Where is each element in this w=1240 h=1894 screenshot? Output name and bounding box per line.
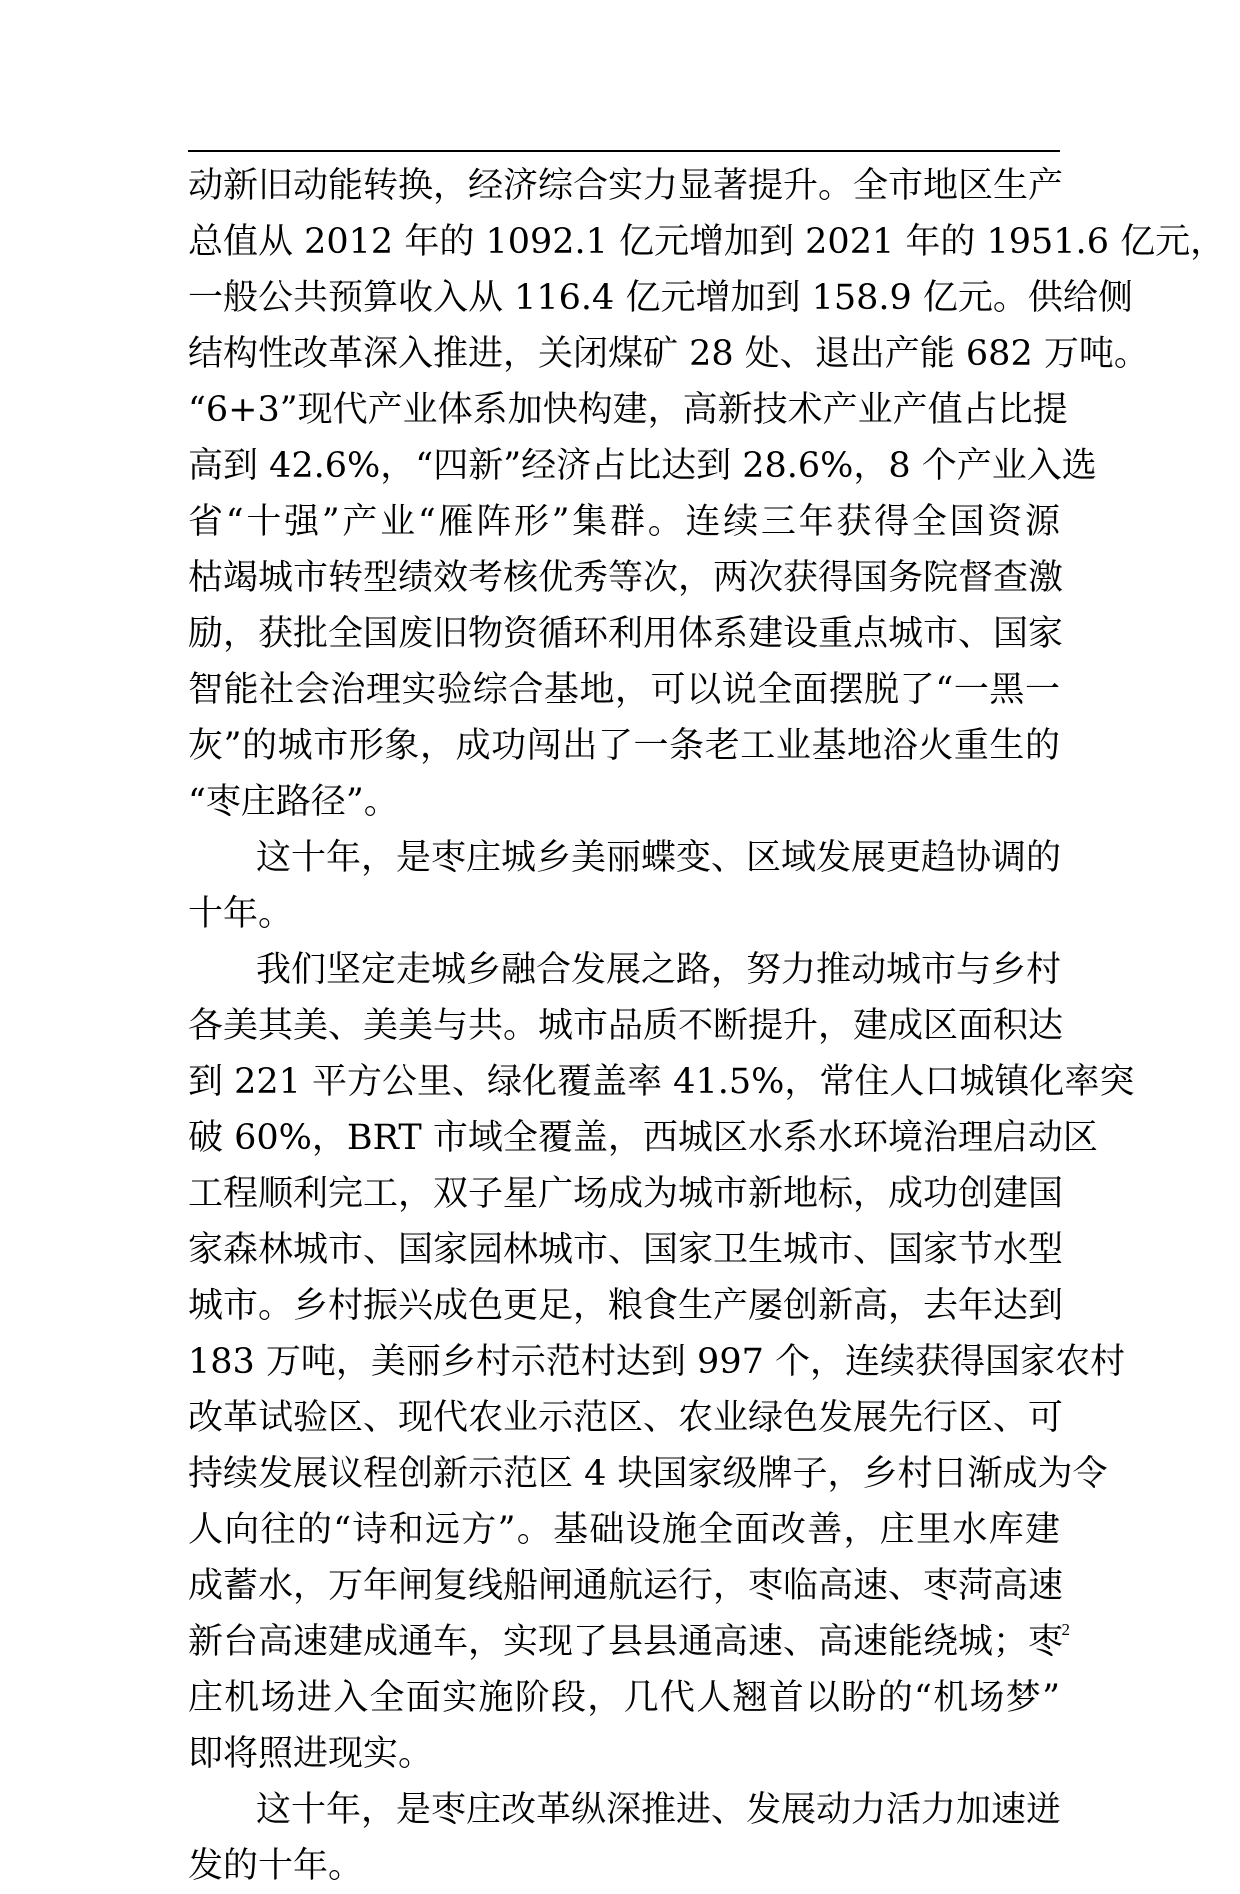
text-line: 即将照进现实。 [188, 1734, 434, 1774]
text-line: 智能社会治理实验综合基地，可以说全面摆脱了“一黑一 [188, 670, 1060, 710]
text-line: 家森林城市、国家园林城市、国家卫生城市、国家节水型 [188, 1230, 1064, 1270]
text-line: 成蓄水，万年闸复线船闸通航运行，枣临高速、枣菏高速 [188, 1566, 1064, 1606]
text-line: 枯竭城市转型绩效考核优秀等次，两次获得国务院督查激 [188, 558, 1064, 598]
text-line: 十年。 [188, 894, 294, 934]
text-line: “枣庄路径”。 [188, 782, 399, 822]
text-line: 励，获批全国废旧物资循环利用体系建设重点城市、国家 [188, 614, 1064, 654]
page-number: 2 [1061, 1620, 1070, 1639]
text-line: 新台高速建成通车，实现了县县通高速、高速能绕城；枣 [188, 1622, 1064, 1662]
text-line: 各美其美、美美与共。城市品质不断提升，建成区面积达 [188, 1006, 1064, 1046]
text-line: 庄机场进入全面实施阶段，几代人翘首以盼的“机场梦” [188, 1678, 1060, 1718]
text-line: 到 221 平方公里、绿化覆盖率 41.5%，常住人口城镇化率突 [188, 1062, 1135, 1102]
text-line: 城市。乡村振兴成色更足，粮食生产屡创新高，去年达到 [188, 1286, 1064, 1326]
text-line: 灰”的城市形象，成功闯出了一条老工业基地浴火重生的 [188, 726, 1060, 766]
text-line: 人向往的“诗和远方”。基础设施全面改善，庄里水库建 [188, 1510, 1060, 1550]
text-line: “6+3”现代产业体系加快构建，高新技术产业产值占比提 [188, 390, 1068, 430]
text-line: 动新旧动能转换，经济综合实力显著提升。全市地区生产 [188, 166, 1064, 206]
text-line: 破 60%，BRT 市域全覆盖，西城区水系水环境治理启动区 [188, 1118, 1098, 1158]
text-line: 结构性改革深入推进，关闭煤矿 28 处、退出产能 682 万吨。 [188, 334, 1149, 374]
header-rule [188, 150, 1060, 152]
text-line: 工程顺利完工，双子星广场成为城市新地标，成功创建国 [188, 1174, 1064, 1214]
text-line: 省“十强”产业“雁阵形”集群。连续三年获得全国资源 [188, 502, 1060, 542]
text-line: 183 万吨，美丽乡村示范村达到 997 个，连续获得国家农村 [188, 1342, 1125, 1382]
text-line: 持续发展议程创新示范区 4 块国家级牌子，乡村日渐成为令 [188, 1454, 1108, 1494]
text-line: 总值从 2012 年的 1092.1 亿元增加到 2021 年的 1951.6 亿元， [188, 222, 1226, 262]
text-line: 这十年，是枣庄改革纵深推进、发展动力活力加速迸 [256, 1790, 1062, 1830]
text-line: 这十年，是枣庄城乡美丽蝶变、区域发展更趋协调的 [256, 838, 1062, 878]
text-line: 高到 42.6%，“四新”经济占比达到 28.6%，8 个产业入选 [188, 446, 1097, 486]
text-line: 改革试验区、现代农业示范区、农业绿色发展先行区、可 [188, 1398, 1064, 1438]
text-line: 发的十年。 [188, 1846, 364, 1886]
text-line: 一般公共预算收入从 116.4 亿元增加到 158.9 亿元。供给侧 [188, 278, 1133, 318]
text-line: 我们坚定走城乡融合发展之路，努力推动城市与乡村 [256, 950, 1062, 990]
